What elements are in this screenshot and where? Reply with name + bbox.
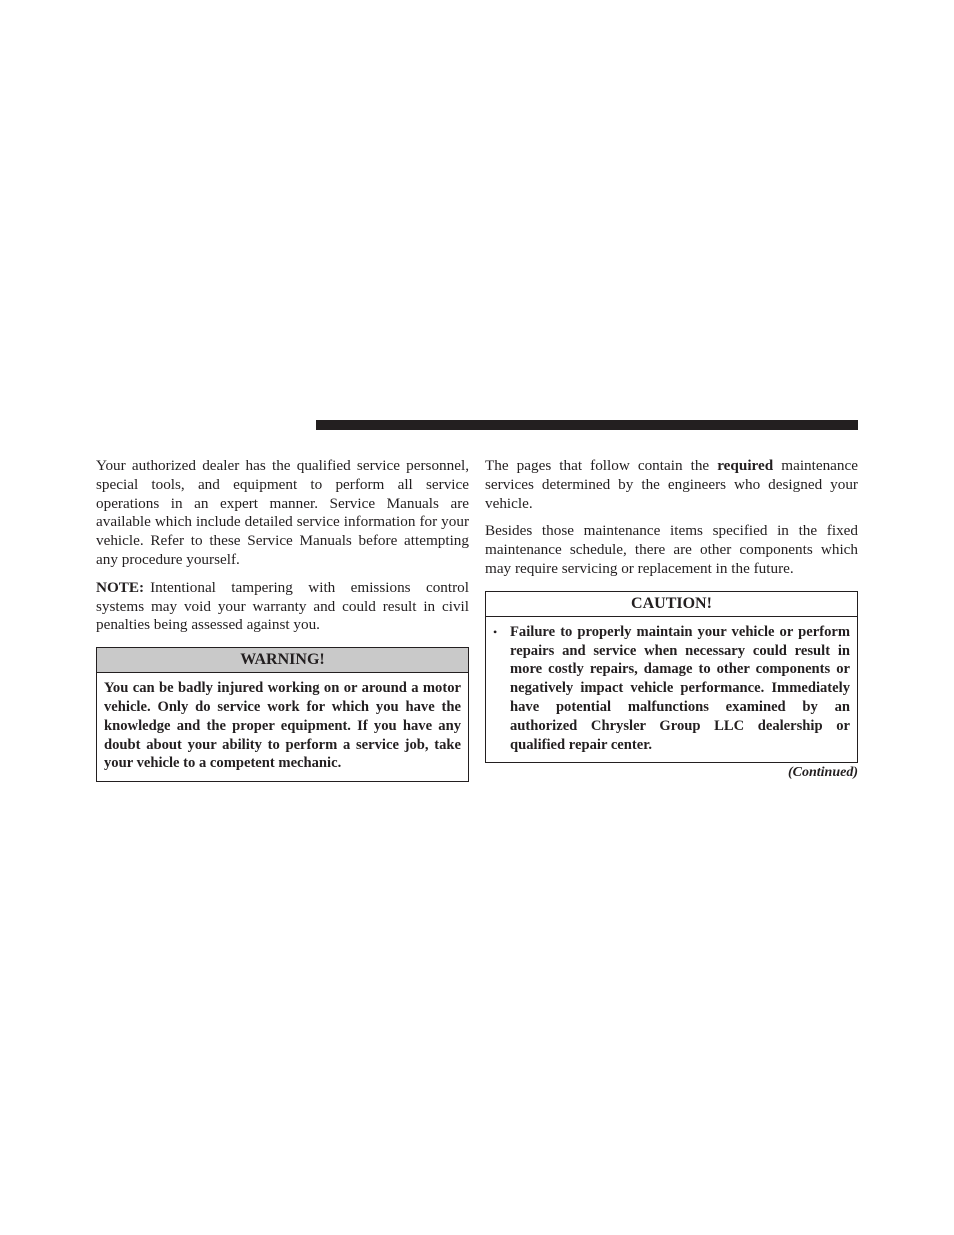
note-paragraph	[96, 579, 469, 635]
continued-label: (Continued)	[787, 765, 858, 781]
caution-item-text: Failure to properly maintain your vehicle or perform repairs and service when necessary could result in more costly repairs, damage to other components or negatively impact vehicle performance. Immediately have potential malfunctions examined by an authorized Chrysler Group LLC dealership or qualified repair center.	[510, 623, 850, 753]
warning-title: WARNING!	[97, 648, 468, 673]
section-header-bar	[316, 420, 858, 430]
right-column	[485, 457, 858, 782]
required-paragraph-after: maintenance services determined by the engineers who designed your vehicle.	[485, 457, 858, 512]
required-paragraph-before: The pages that follow contain the	[485, 457, 718, 474]
warning-text: You can be badly injured working on or around a motor vehicle. Only do service work for which you have the knowledge and the proper equipment. If you have any doubt about your ability to perform a service job, take your vehicle to a competent mechanic.	[104, 680, 461, 772]
note-text: Intentional tampering with emissions control systems may void your warranty and could result in civil penalties being assessed against you.	[96, 578, 469, 634]
intro-paragraph: Your authorized dealer has the qualified service personnel, special tools, and equipment to perform all service operations in an expert manner. Service Manuals are available which include detailed service information for your vehicle. Refer to these Service Manuals before attempting any procedure yourself.	[96, 457, 469, 568]
caution-title: CAUTION!	[486, 592, 857, 617]
required-maintenance-paragraph	[485, 457, 858, 513]
caution-box	[485, 591, 858, 764]
note-label: NOTE:	[96, 578, 145, 596]
other-components-paragraph: Besides those maintenance items specified in the fixed maintenance schedule, there are other components which may require servicing or replacement in the future.	[485, 522, 858, 577]
caution-list-item	[493, 623, 850, 755]
required-emphasis: required	[717, 457, 774, 474]
bullet-icon: •	[493, 624, 498, 639]
left-column	[96, 457, 469, 782]
caution-body	[486, 617, 857, 763]
warning-box	[96, 647, 469, 782]
